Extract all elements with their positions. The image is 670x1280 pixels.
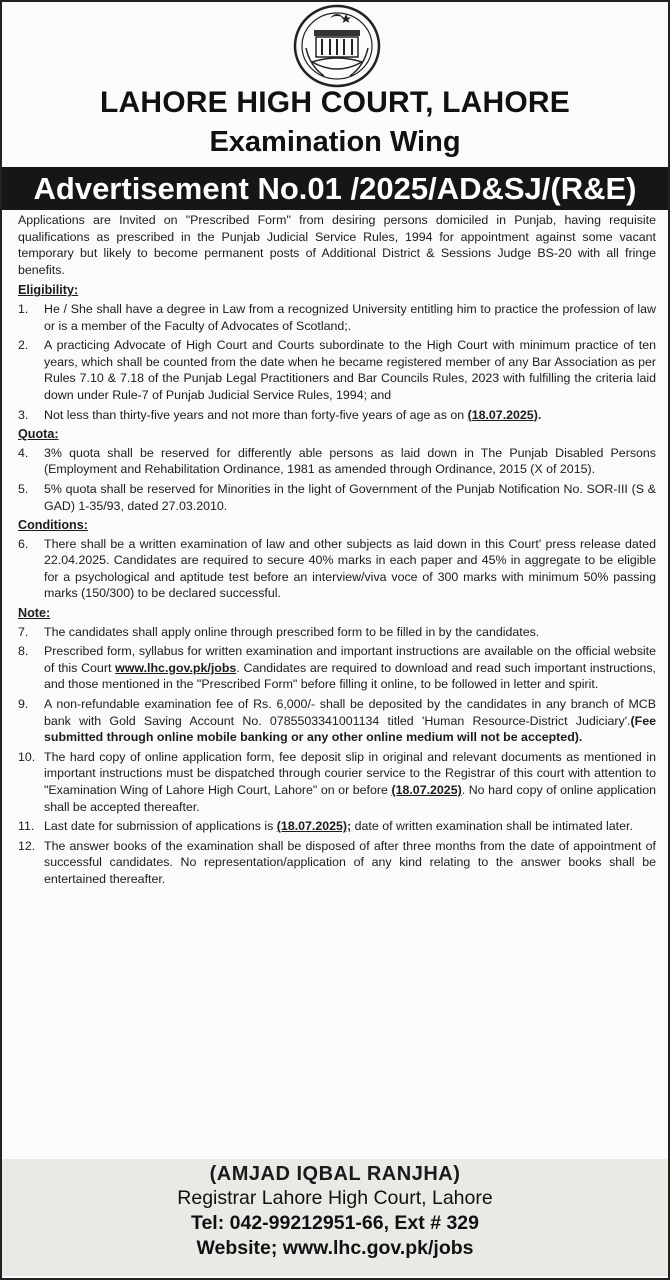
lahore-high-court-emblem-icon [292,4,382,88]
item-text: The candidates shall apply online through prescribed form to be filled in by the candidates. [44,624,540,639]
item-text: A practicing Advocate of High Court and Courts subordinate to the High Court with minimum practice of ten years, which shall be counted from the date when he became registered member of any Bar Association as per Rules 7.10 & 7.18 of the Punjab Legal Practitioners and Bar Councils Rules, 2023 with fulfilling the criteria laid down under Rule-7 of Punjab Judicial Service Rules, 1994; and [44,338,656,402]
item-text-part: Not less than thirty-five years and not more than forty-five years of age as on [44,407,468,422]
list-item [18,643,656,693]
contact-telephone: Tel: 042-99212951-66, Ext # 329 [190,1212,479,1234]
item-number: 6. [18,536,29,551]
item-number: 7. [18,624,29,639]
item-number: 8. [18,644,29,659]
list-item [18,301,656,334]
list-item [18,481,656,514]
item-number: 10. [18,749,36,764]
item-text: 3% quota shall be reserved for differently able persons as laid down in The Punjab Disabled Persons (Employment and Rehabilitation Ordinance, 1981 as amended through Ordinance, 2015 (X of 2015). [44,445,656,477]
registrar-designation: Registrar Lahore High Court, Lahore [177,1187,493,1209]
item-text: The answer books of the examination shall be disposed of after three months from the date of appointment of successful candidates. No representation/application of any kind relating to the answer books shall be entertained thereafter. [44,838,656,886]
item-text-part: The hard copy of online application form, fee deposit slip in original and relevant documents as mentioned in important instructions must be dispatched through courier service to the Registrar of this court with attention to "Examination Wing of Lahore High Court, Lahore" on or before [44,749,656,797]
list-item [18,445,656,478]
item-text-part: Prescribed form, syllabus for written examination and important instructions are available on the official website of this Court [44,644,656,675]
dispatch-deadline-date: (18.07.2025) [391,783,462,797]
note-heading: Note: [18,606,51,621]
list-item [18,407,656,424]
list-item [18,624,656,641]
item-text-part: A non-refundable examination fee of Rs. 6,000/- shall be deposited by the candidates in any branch of MCB bank with Gold Saving Account No. 0785503341001134 titled 'Human Resource-District Judiciary'. [44,697,656,728]
item-text-part: Last date for submission of applications is [44,819,277,834]
list-item [18,749,656,815]
item-number: 4. [18,445,29,460]
item-text [44,407,656,424]
item-number: 11. [18,819,35,834]
item-text-part: . [537,407,542,422]
item-text [44,696,656,746]
footer-website-link[interactable]: Website; www.lhc.gov.pk/jobs [196,1237,474,1259]
list-item [18,696,656,746]
item-text [44,643,656,693]
header [2,2,668,165]
fee-warning: (Fee submitted through online mobile banking or any other online medium will not be accepted). [44,713,656,745]
item-text: 5% quota shall be reserved for Minorities in the light of Government of the Punjab Notification No. SOR-III (S & GAD) 1-35/93, dated 27.03.2010. [44,481,656,513]
item-number: 3. [18,407,29,422]
item-text [44,818,656,835]
item-text [44,749,656,815]
advertisement-body [18,212,656,891]
list-item [18,838,656,888]
item-number: 5. [18,481,29,496]
intro-paragraph: Applications are Invited on "Prescribed Form" from desiring persons domiciled in Punjab, having requisite qualifications as prescribed in the Punjab Judicial Service Rules, 1994 for appointment against some vacant temporary but likely to become permanent posts of Additional District & Sessions Judge BS-20 with all fringe benefits. [18,213,656,277]
advertisement-number: Advertisement No.01 /2025/AD&SJ/(R&E) [2,167,668,210]
quota-heading: Quota: [18,427,59,442]
item-text: He / She shall have a degree in Law from a recognized University entitling him to practice the profession of law or is a member of the Faculty of Advocates of Scotland;. [44,301,656,333]
item-number: 1. [18,301,29,316]
item-text-part: . No hard copy of online application shall be accepted thereafter. [44,783,656,814]
item-text-part: date of written examination shall be intimated later. [351,819,633,834]
item-number: 2. [18,338,29,353]
last-date: (18.07.2025); [276,819,352,834]
list-item [18,337,656,403]
signature-footer [2,1159,668,1276]
item-text: There shall be a written examination of law and other subjects as laid down in this Court' press release dated 22.04.2025. Candidates are required to secure 40% marks in each paper and 45% in aggregate to be eligible for a psychological and aptitude test before an interview/viva voce of 300 marks with minimum 50% passing marks (150/300) to be declared successful. [44,536,656,601]
item-text-part: . Candidates are required to download and read such important instructions, and those mentioned in the "Prescribed Form" before filling it online, to be followed in letter and spirit. [44,660,656,692]
registrar-name: (AMJAD IQBAL RANJHA) [209,1163,461,1185]
item-number: 12. [18,838,36,853]
age-reference-date: (18.07.2025) [467,407,538,422]
wing-title: Examination Wing [209,126,461,158]
court-title: LAHORE HIGH COURT, LAHORE [100,86,570,119]
list-item [18,818,656,835]
jobs-website-link[interactable]: www.lhc.gov.pk/jobs [115,660,237,675]
eligibility-heading: Eligibility: [18,283,79,298]
list-item [18,536,656,602]
item-number: 9. [18,697,29,712]
conditions-heading: Conditions: [18,518,88,533]
